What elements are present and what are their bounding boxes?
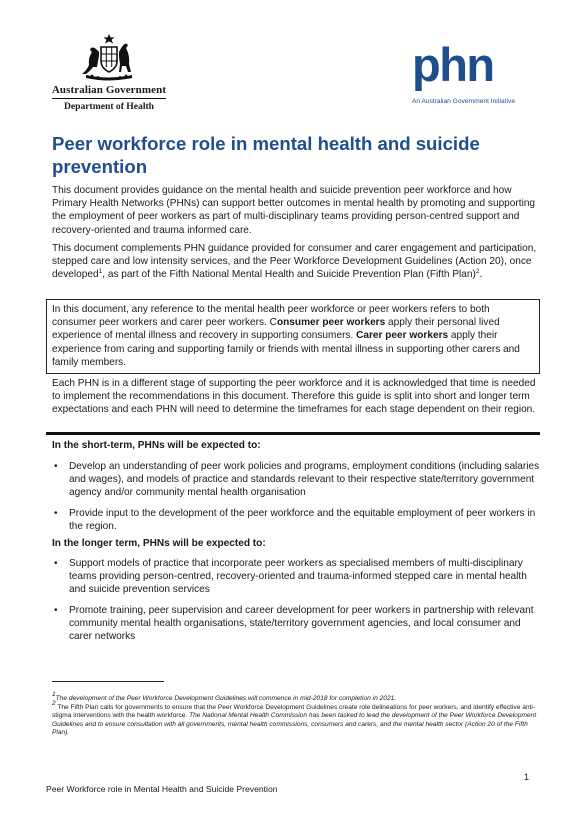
phn-wordmark: phn — [412, 38, 494, 91]
footnote-2 — [52, 699, 542, 738]
definition-text-c: apply their personal lived experience of mental illness and recovery in supporting consumers. — [52, 317, 500, 342]
short-term-heading: In the short-term, PHNs will be expected to: — [52, 440, 261, 451]
footnote-2-text-b: The National Mental Health Commission has been tasked to lead the development of the Peer Workforce Development Guidelines and to ensure consultation with all governments, mental health commissions, consumers and carers, and the mental health sector (Action 20 of the Fifth Plan). — [52, 712, 537, 737]
bullet-icon: • — [54, 507, 58, 519]
list-item — [52, 557, 540, 597]
phn-tagline: An Australian Government Initiative — [412, 98, 515, 105]
consumer-peer-workers-term: onsumer peer workers — [276, 317, 386, 329]
stages-paragraph: Each PHN is in a different stage of supporting the peer workforce and it is acknowledged that time is needed to implement the recommendations in this document. Therefore this guide is split into short and longer term expectations and each PHN will need to determine the timeframes for each stage dependent on their region. — [52, 378, 536, 416]
footnotes — [52, 691, 542, 738]
logo-divider — [52, 98, 166, 99]
department-name: Department of Health — [63, 101, 155, 112]
list-item — [52, 507, 540, 533]
government-name: Australian Government — [51, 84, 167, 96]
australian-government-logo — [46, 34, 172, 112]
section-divider — [46, 432, 540, 435]
complements-text-a: This document complements PHN guidance provided for consumer and carer engagement and participation, stepped care and low intensity services, and the Peer Workforce Development Guidelines (Action 20), once developed — [52, 243, 537, 281]
longer-term-list — [52, 557, 540, 650]
list-item — [52, 460, 540, 500]
list-item-text: Promote training, peer supervision and career development for peer workers in partnership with relevant community mental health organisations, state/territory government agencies, and local consumer and carer networks — [69, 604, 534, 643]
footnote-ref-1: 1 — [98, 268, 103, 276]
footnote-divider — [52, 681, 164, 682]
complements-text-c: . — [479, 269, 483, 281]
document-title: Peer workforce role in mental health and suicide prevention — [52, 133, 480, 177]
list-item-text: Provide input to the development of the peer workforce and the equitable employment of peer workers in the region. — [69, 507, 536, 532]
intro-paragraph: This document provides guidance on the mental health and suicide prevention peer workforce and how Primary Health Networks (PHNs) can support better outcomes in mental health by promoting and supporting the employment of peer workers as part of multi-disciplinary teams providing person-centred support and recovery-oriented and trauma informed care. — [52, 185, 536, 236]
longer-term-heading: In the longer term, PHNs will be expected to: — [52, 538, 266, 549]
definition-text-e: apply their experience from caring and supporting family or friends with mental illness in supporting other carers and family members. — [52, 330, 520, 368]
definition-text-a: In this document, any reference to the mental health peer workforce or peer workers refers to both consumer peer workers and carer peer workers. C — [52, 304, 490, 329]
bullet-icon: • — [54, 558, 58, 569]
list-item-text: Develop an understanding of peer work policies and programs, employment conditions (including salaries and wages), and models of practice and standards relevant to their respective state/territory government agency and/or community mental health organisation — [69, 461, 540, 499]
complements-text-b: , as part of the Fifth National Mental Health and Suicide Prevention Plan (Fifth Plan) — [102, 269, 476, 281]
footnote-1-number: 1 — [52, 691, 56, 698]
footnote-1 — [52, 691, 542, 704]
bullet-icon: • — [54, 604, 58, 616]
footnote-1-text: The development of the Peer Workforce Development Guidelines will commence in mid-2018 for completion in 2021. — [55, 695, 397, 702]
definition-box — [46, 299, 540, 374]
bullet-icon: • — [54, 461, 58, 472]
page-number: 1 — [524, 772, 530, 782]
coat-of-arms-icon — [78, 34, 140, 82]
list-item-text: Support models of practice that incorporate peer workers as specialised members of multi-disciplinary teams providing person-centred, recovery-oriented and trauma-informed stepped care in mental health and suicide prevention services — [69, 558, 527, 596]
footnote-2-number: 2 — [52, 699, 56, 707]
list-item — [52, 604, 540, 644]
short-term-list — [52, 460, 540, 540]
page-footer: Peer Workforce role in Mental Health and Suicide Prevention — [46, 784, 278, 794]
complements-paragraph — [52, 242, 540, 282]
footnote-ref-2: 2 — [475, 268, 480, 276]
phn-logo — [410, 40, 540, 105]
footnote-2-text-a: The Fifth Plan calls for governments to ensure that the Peer Workforce Development Guidelines create role delineations for peer workers, and identify effective anti-stigma interventions with the health workforce. — [52, 703, 536, 720]
carer-peer-workers-term: Carer peer workers — [356, 330, 449, 342]
